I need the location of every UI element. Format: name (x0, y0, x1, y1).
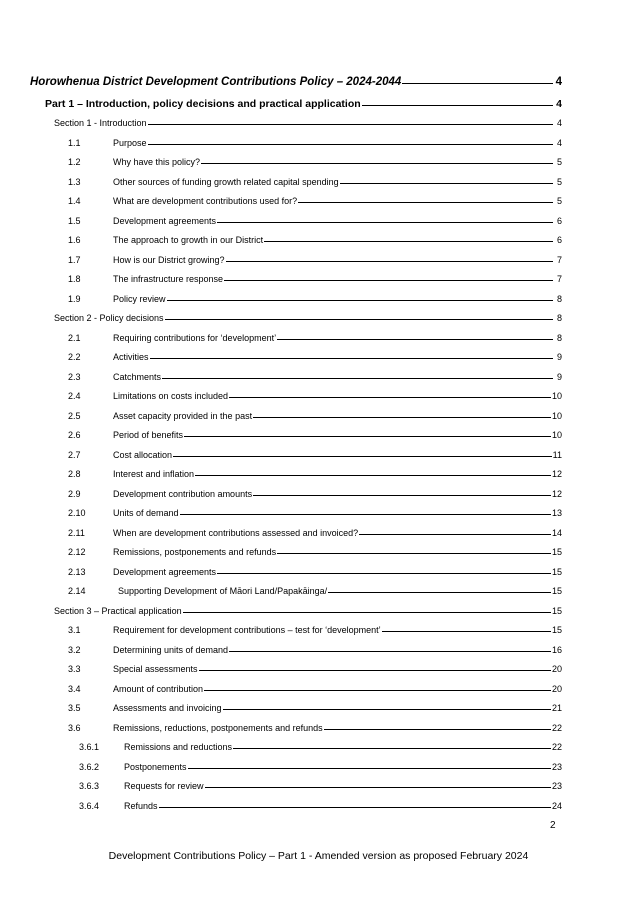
toc-leader-line (382, 631, 551, 632)
toc-entry-page: 22 (551, 722, 562, 733)
toc-entry-title: When are development contributions assessed and invoiced? (113, 527, 359, 538)
toc-entry[interactable] (30, 138, 562, 158)
toc-entry-title: Horowhenua District Development Contributions Policy – 2024-2044 (30, 76, 402, 88)
toc-leader-line (199, 670, 551, 671)
toc-leader-line (150, 358, 553, 359)
toc-entry-title: Other sources of funding growth related capital spending (113, 176, 339, 187)
toc-entry-page: 8 (556, 332, 562, 343)
toc-entry[interactable] (30, 294, 562, 314)
toc-leader-line (340, 183, 553, 184)
toc-leader-line (184, 436, 551, 437)
toc-entry-number: 3.6 (68, 722, 81, 733)
toc-entry-title: Catchments (113, 371, 162, 382)
toc-entry-title: Development agreements (113, 566, 217, 577)
toc-entry-title: Postponements (124, 761, 187, 772)
toc-entry-number: 1.5 (68, 215, 81, 226)
toc-entry-title: Requiring contributions for ‘development’ (113, 332, 277, 343)
toc-entry[interactable] (30, 196, 562, 216)
toc-entry[interactable] (30, 781, 562, 801)
toc-entry-number: 1.3 (68, 176, 81, 187)
toc-entry-title: Determining units of demand (113, 644, 229, 655)
toc-entry[interactable] (30, 313, 562, 333)
toc-entry[interactable] (30, 801, 562, 821)
toc-entry-number: 1.2 (68, 157, 81, 167)
toc-entry-page: 10 (551, 430, 562, 440)
toc-entry-page: 4 (555, 76, 562, 88)
toc-entry-title: Requirement for development contributions – test for ‘development’ (113, 625, 381, 635)
toc-entry-title: How is our District growing? (113, 254, 225, 265)
toc-entry-number: 2.4 (68, 391, 81, 401)
toc-entry-page: 9 (556, 352, 562, 362)
toc-entry-page: 4 (556, 118, 562, 128)
toc-entry[interactable] (30, 528, 562, 548)
toc-leader-line (224, 280, 553, 281)
toc-entry[interactable] (30, 547, 562, 567)
toc-entry-number: 3.6.2 (79, 761, 100, 772)
toc-entry-title: Cost allocation (113, 449, 173, 460)
toc-entry[interactable] (30, 352, 562, 372)
toc-leader-line (188, 768, 551, 769)
toc-entry-page: 12 (551, 469, 562, 479)
toc-entry-title: Why have this policy? (113, 157, 201, 167)
toc-entry-number: 3.6.3 (79, 781, 100, 791)
toc-entry-number: 2.8 (68, 469, 81, 479)
table-of-contents (30, 76, 562, 820)
toc-leader-line (402, 83, 553, 84)
toc-leader-line (362, 105, 553, 106)
toc-entry[interactable] (30, 76, 562, 98)
toc-entry[interactable] (30, 411, 562, 431)
toc-entry-number: 2.7 (68, 449, 81, 460)
toc-leader-line (277, 339, 553, 340)
toc-leader-line (226, 261, 553, 262)
toc-leader-line (298, 202, 553, 203)
toc-entry-page: 8 (556, 293, 562, 304)
toc-entry[interactable] (30, 235, 562, 255)
toc-entry-page: 20 (551, 664, 562, 674)
toc-entry-title: Purpose (113, 137, 147, 148)
toc-leader-line (159, 807, 551, 808)
toc-leader-line (277, 553, 551, 554)
toc-leader-line (223, 709, 551, 710)
toc-entry-title: Refunds (124, 800, 158, 811)
toc-entry-title: What are development contributions used for? (113, 196, 298, 206)
toc-leader-line (180, 514, 551, 515)
toc-entry-page: 5 (556, 196, 562, 206)
toc-entry-page: 23 (551, 761, 562, 772)
toc-entry-number: 2.5 (68, 410, 81, 421)
toc-entry-page: 7 (556, 254, 562, 265)
toc-entry-page: 12 (551, 488, 562, 499)
toc-entry[interactable] (30, 703, 562, 723)
toc-entry[interactable] (30, 255, 562, 275)
toc-entry[interactable] (30, 469, 562, 489)
toc-entry[interactable] (30, 684, 562, 704)
toc-entry-number: 1.6 (68, 235, 81, 245)
toc-entry-page: 13 (551, 508, 562, 518)
toc-entry-title: Interest and inflation (113, 469, 195, 479)
toc-entry[interactable] (30, 645, 562, 665)
toc-entry-title: Special assessments (113, 664, 198, 674)
toc-entry-title: Asset capacity provided in the past (113, 410, 253, 421)
toc-entry[interactable] (30, 430, 562, 450)
toc-entry-number: 3.5 (68, 703, 81, 713)
toc-leader-line (229, 651, 551, 652)
toc-leader-line (173, 456, 552, 457)
toc-entry-number: 3.3 (68, 664, 81, 674)
toc-entry-page: 4 (556, 98, 562, 110)
toc-leader-line (324, 729, 551, 730)
toc-entry[interactable] (30, 372, 562, 392)
toc-entry[interactable] (30, 391, 562, 411)
toc-leader-line (229, 397, 551, 398)
toc-entry-page: 4 (556, 137, 562, 148)
toc-entry[interactable] (30, 489, 562, 509)
toc-entry-number: 1.1 (68, 137, 81, 148)
toc-entry-number: 3.2 (68, 644, 81, 655)
toc-entry-title: Remissions, reductions, postponements and refunds (113, 722, 323, 733)
toc-entry-page: 22 (551, 742, 562, 752)
toc-entry-title: Remissions, postponements and refunds (113, 547, 277, 557)
toc-leader-line (359, 534, 551, 535)
toc-entry-page: 10 (551, 410, 562, 421)
toc-entry-title: The approach to growth in our District (113, 235, 264, 245)
toc-entry-title: Requests for review (124, 781, 204, 791)
toc-entry[interactable] (30, 177, 562, 197)
toc-entry-number: 2.2 (68, 352, 81, 362)
toc-leader-line (264, 241, 553, 242)
toc-leader-line (183, 612, 551, 613)
toc-leader-line (204, 690, 551, 691)
toc-entry-page: 15 (551, 566, 562, 577)
toc-entry[interactable] (30, 157, 562, 177)
toc-leader-line (205, 787, 551, 788)
toc-entry-page: 15 (551, 625, 562, 635)
toc-entry-title: Limitations on costs included (113, 391, 229, 401)
toc-entry[interactable] (30, 625, 562, 645)
toc-entry[interactable] (30, 762, 562, 782)
toc-entry-title: Assessments and invoicing (113, 703, 222, 713)
toc-entry-title: Development contribution amounts (113, 488, 253, 499)
toc-entry-title: Part 1 – Introduction, policy decisions and practical application (45, 98, 361, 110)
toc-leader-line (328, 592, 551, 593)
toc-entry-number: 3.4 (68, 683, 81, 694)
toc-leader-line (167, 300, 553, 301)
toc-entry-page: 15 (551, 586, 562, 596)
toc-leader-line (148, 144, 553, 145)
toc-entry-page: 23 (551, 781, 562, 791)
toc-leader-line (201, 163, 553, 164)
toc-leader-line (253, 417, 551, 418)
toc-entry-title: Development agreements (113, 215, 217, 226)
toc-entry-page: 9 (556, 371, 562, 382)
toc-entry-title: Supporting Development of Māori Land/Papakāinga/ (113, 586, 328, 596)
toc-leader-line (253, 495, 551, 496)
toc-leader-line (233, 748, 551, 749)
toc-entry-number: 2.12 (68, 547, 86, 557)
toc-entry[interactable] (30, 333, 562, 353)
toc-entry-number: 1.7 (68, 254, 81, 265)
toc-entry-title: Section 2 - Policy decisions (54, 313, 164, 323)
toc-entry-number: 3.1 (68, 625, 81, 635)
toc-entry-title: Amount of contribution (113, 683, 204, 694)
toc-entry-page: 6 (556, 215, 562, 226)
toc-entry-title: The infrastructure response (113, 274, 224, 284)
toc-entry-number: 2.1 (68, 332, 81, 343)
toc-entry-page: 15 (551, 605, 562, 616)
toc-entry-page: 15 (551, 547, 562, 557)
toc-entry-page: 20 (551, 683, 562, 694)
toc-entry-number: 1.8 (68, 274, 81, 284)
toc-entry[interactable] (30, 742, 562, 762)
toc-entry-page: 5 (556, 176, 562, 187)
toc-entry[interactable] (30, 98, 562, 118)
toc-entry-number: 2.13 (68, 566, 86, 577)
toc-entry-number: 3.6.1 (79, 742, 100, 752)
toc-entry-number: 2.10 (68, 508, 86, 518)
toc-entry-title: Section 1 - Introduction (54, 118, 147, 128)
toc-entry[interactable] (30, 723, 562, 743)
toc-entry-page: 5 (556, 157, 562, 167)
toc-entry-number: 2.6 (68, 430, 81, 440)
toc-entry[interactable] (30, 216, 562, 236)
toc-entry-number: 1.4 (68, 196, 81, 206)
toc-entry-title: Period of benefits (113, 430, 184, 440)
toc-entry-page: 21 (551, 703, 562, 713)
toc-entry[interactable] (30, 508, 562, 528)
toc-entry-page: 11 (552, 449, 562, 460)
toc-entry-title: Remissions and reductions (124, 742, 233, 752)
toc-entry-title: Units of demand (113, 508, 179, 518)
toc-entry[interactable] (30, 450, 562, 470)
page-footer: Development Contributions Policy – Part 1 - Amended version as proposed February 2024 (108, 850, 529, 862)
toc-entry[interactable] (30, 274, 562, 294)
toc-entry-number: 3.6.4 (79, 800, 100, 811)
toc-entry-page: 14 (551, 527, 562, 538)
toc-entry-page: 8 (556, 313, 562, 323)
toc-entry-page: 7 (556, 274, 562, 284)
toc-entry-number: 1.9 (68, 293, 81, 304)
toc-entry-page: 24 (551, 800, 562, 811)
toc-entry-number: 2.11 (68, 527, 85, 538)
toc-entry[interactable] (30, 118, 562, 138)
toc-leader-line (148, 124, 553, 125)
toc-leader-line (165, 319, 553, 320)
toc-leader-line (162, 378, 553, 379)
toc-entry-page: 6 (556, 235, 562, 245)
toc-entry-title: Activities (113, 352, 149, 362)
toc-entry-title: Section 3 – Practical application (54, 605, 182, 616)
page-number: 2 (550, 820, 556, 831)
toc-entry-page: 10 (551, 391, 562, 401)
toc-entry[interactable] (30, 606, 562, 626)
toc-entry-number: 2.9 (68, 488, 81, 499)
toc-leader-line (217, 573, 551, 574)
toc-entry-title: Policy review (113, 293, 166, 304)
toc-entry-number: 2.14 (68, 586, 86, 596)
toc-entry[interactable] (30, 586, 562, 606)
toc-entry[interactable] (30, 567, 562, 587)
toc-entry-number: 2.3 (68, 371, 81, 382)
toc-leader-line (217, 222, 553, 223)
toc-entry-page: 16 (551, 644, 562, 655)
toc-leader-line (195, 475, 551, 476)
toc-entry[interactable] (30, 664, 562, 684)
